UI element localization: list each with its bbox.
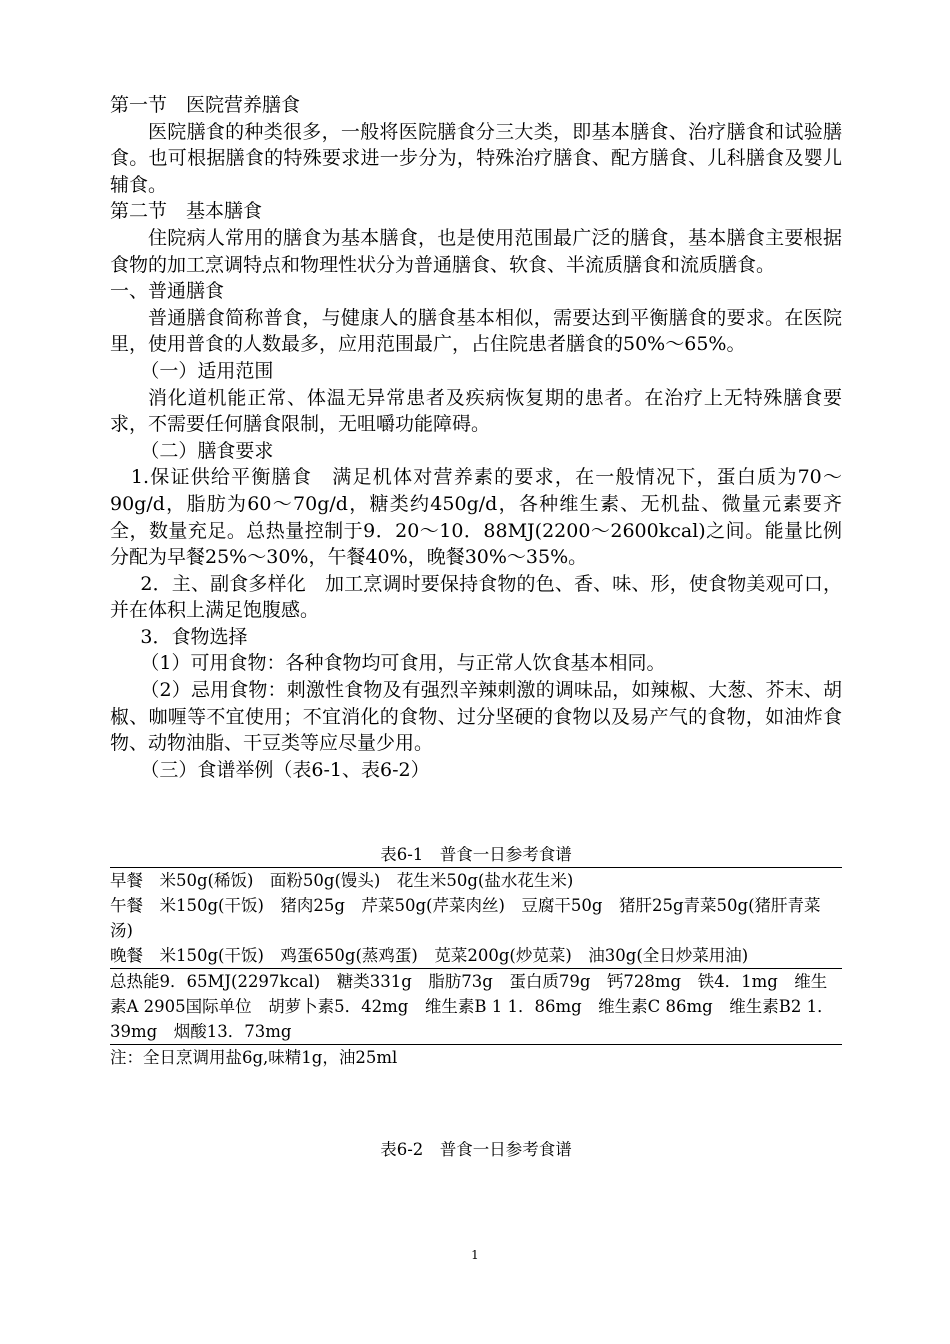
requirement-3: 3．食物选择 <box>140 625 248 648</box>
requirement-3-1: （1）可用食物：各种食物均可食用，与正常人饮食基本相同。 <box>140 652 666 675</box>
requirements-title: （二）膳食要求 <box>140 439 274 462</box>
section-2-title: 第二节 基本膳食 <box>110 200 263 223</box>
table-6-1 <box>110 842 842 1070</box>
table-6-2-caption: 表6-2 普食一日参考食谱 <box>380 1139 572 1159</box>
table-meals-section <box>110 868 842 968</box>
subsection-1-paragraph: 普通膳食简称普食，与健康人的膳食基本相似，需要达到平衡膳食的要求。在医院里，使用普食的人数最多，应用范围最广，占住院患者膳食的50%～65%。 <box>110 306 842 356</box>
meal-lunch: 午餐 米150g(干饭) 猪肉25g 芹菜50g(芹菜肉丝) 豆腐干50g 猪肝25g青菜50g(猪肝青菜汤) <box>110 896 821 940</box>
body-text <box>110 92 842 783</box>
section-1-paragraph: 医院膳食的种类很多，一般将医院膳食分三大类，即基本膳食、治疗膳食和试验膳食。也可根据膳食的特殊要求进一步分为，特殊治疗膳食、配方膳食、儿科膳食及婴儿辅食。 <box>110 120 842 196</box>
requirement-3-2: （2）忌用食物：刺激性食物及有强烈辛辣刺激的调味品，如辣椒、大葱、芥末、胡椒、咖喱等不宜使用；不宜消化的食物、过分坚硬的食物以及易产气的食物，如油炸食物、动物油脂、干豆类等应尽量少用。 <box>110 679 842 755</box>
page-number: 1 <box>471 1248 479 1262</box>
meal-breakfast: 早餐 米50g(稀饭) 面粉50g(馒头) 花生米50g(盐水花生米) <box>110 871 574 890</box>
scope-paragraph: 消化道机能正常、体温无异常患者及疾病恢复期的患者。在治疗上无特殊膳食要求，不需要任何膳食限制，无咀嚼功能障碍。 <box>110 386 842 436</box>
nutrition-summary: 总热能9．65MJ(2297kcal) 糖类331g 脂肪73g 蛋白质79g 钙728mg 铁4．1mg 维生素A 2905国际单位 胡萝卜素5．42mg 维生素B 1 1．86mg 维生素C 86mg 维生素B2 1．39mg 烟酸13．73mg <box>110 972 834 1041</box>
subsection-1-title: 一、普通膳食 <box>110 280 225 303</box>
menu-example-title: （三）食谱举例（表6-1、表6-2） <box>140 758 430 781</box>
table-6-1-caption: 表6-1 普食一日参考食谱 <box>380 845 572 864</box>
requirement-1: 1.保证供给平衡膳食 满足机体对营养素的要求，在一般情况下，蛋白质为70～90g/d，脂肪为60～70g/d，糖类约450g/d，各种维生素、无机盐、微量元素要齐全，数量充足。总热量控制于9．20～10．88MJ(2200～2600kcal)之间。能量比例分配为早餐25%～30%，午餐40%，晚餐30%～35%。 <box>110 466 842 569</box>
scope-title: （一）适用范围 <box>140 359 274 382</box>
table-nutrition-section <box>110 969 842 1044</box>
section-1-title: 第一节 医院营养膳食 <box>110 94 301 116</box>
meal-dinner: 晚餐 米150g(干饭) 鸡蛋650g(蒸鸡蛋) 苋菜200g(炒苋菜) 油30g(全日炒菜用油) <box>110 946 749 965</box>
section-2-paragraph: 住院病人常用的膳食为基本膳食，也是使用范围最广泛的膳食，基本膳食主要根据食物的加工烹调特点和物理性状分为普通膳食、软食、半流质膳食和流质膳食。 <box>110 226 842 276</box>
table-note: 注：全日烹调用盐6g,味精1g，油25ml <box>110 1048 398 1067</box>
requirement-2: 2．主、副食多样化 加工烹调时要保持食物的色、香、味、形，使食物美观可口，并在体积上满足饱腹感。 <box>110 572 842 622</box>
